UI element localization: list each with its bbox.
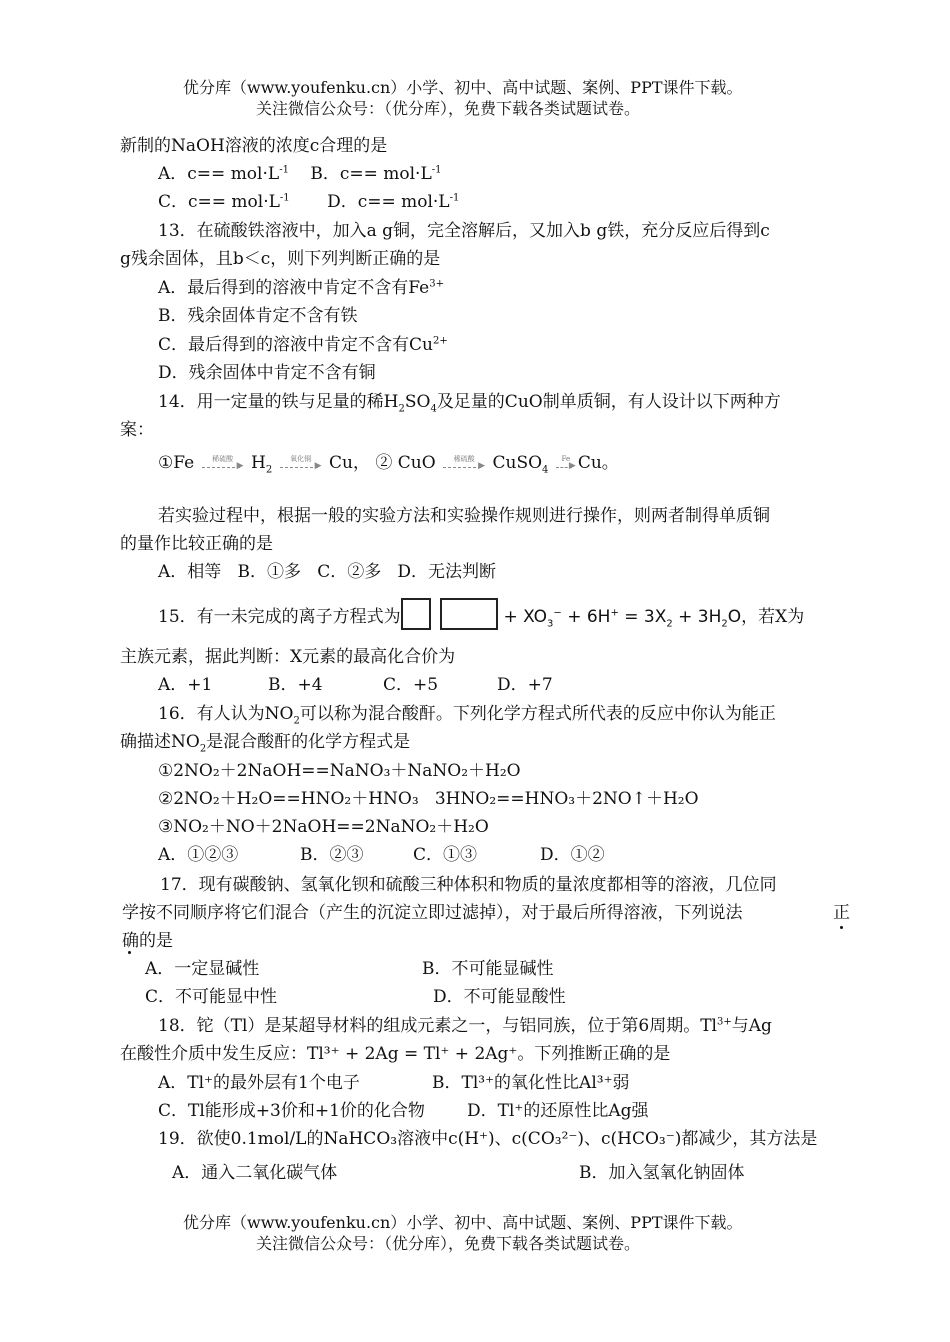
emphasis-dot: [128, 951, 131, 954]
q14-para-2: 的量作比较正确的是: [120, 534, 273, 554]
q17-option-b: B．不可能显碱性: [422, 959, 554, 979]
q14-para-1: 若实验过程中，根据一般的实验方法和实验操作规则进行操作，则两者制得单质铜: [158, 506, 770, 526]
header-line-2: 关注微信公众号：（优分库），免费下载各类试题试卷。: [256, 99, 641, 118]
blank-box-1: [401, 598, 431, 630]
q17-stem-2-end: 正: [833, 903, 850, 923]
footer-line-1: 优分库（www.youfenku.cn）小学、初中、高中试题、案例、PPT课件下载。: [183, 1213, 743, 1232]
reaction-arrow: 稀硫酸 ▶: [443, 457, 485, 471]
q15-stem-1: 15．有一未完成的离子方程式为 + $XO_3^- + 6H^+ = 3X_2 + 3H_2O$，若X为: [158, 598, 804, 632]
q18-stem-2: 在酸性介质中发生反应：Tl³⁺ + 2Ag = Tl⁺ + 2Ag⁺。下列推断正确的是: [120, 1044, 671, 1064]
q14-stem-1: 14．用一定量的铁与足量的稀$H_2SO_4$及足量的CuO制单质铜，有人设计以下两种方: [158, 392, 781, 415]
reaction-arrow: Fe ▶: [556, 457, 576, 471]
q13-stem-1: 13．在硫酸铁溶液中，加入a g铜，完全溶解后，又加入b g铁，充分反应后得到c: [158, 221, 770, 241]
emphasis-dot: [840, 926, 843, 929]
q15-option-d: D．+7: [497, 675, 553, 695]
q17-option-a: A．一定显碱性: [145, 959, 260, 979]
q12-option-a: A．$c== mol\cdot L^{-1}$: [158, 164, 289, 184]
q14-options: A．相等 B．①多 C．②多 D．无法判断: [158, 562, 497, 582]
q18-option-d: D．Tl⁺的还原性比Ag强: [467, 1101, 649, 1121]
q16-stem-1: 16．有人认为$NO_2$可以称为混合酸酐。下列化学方程式所代表的反应中你认为能正: [158, 704, 776, 727]
q17-stem-2: 学按不同顺序将它们混合（产生的沉淀立即过滤掉），对于最后所得溶液，下列说法: [122, 903, 743, 923]
ionic-equation: + $XO_3^- + 6H^+ = 3X_2 + 3H_2O$: [503, 607, 742, 630]
footer-line-2: 关注微信公众号：（优分库），免费下载各类试题试卷。: [256, 1234, 641, 1253]
q18-option-c: C．Tl能形成+3价和+1价的化合物: [158, 1101, 425, 1121]
blank-box-2: [440, 598, 498, 630]
q17-stem-3: 确的是: [122, 931, 173, 951]
q12-stem: 新制的NaOH溶液的浓度c合理的是: [120, 136, 388, 156]
reaction-arrow: 稀硫酸 ▶: [202, 457, 244, 471]
q16-option-d: D．①②: [540, 845, 605, 865]
q13-option-a: A．最后得到的溶液中肯定不含有$Fe^{3+}$: [158, 278, 444, 298]
q18-stem-1: 18．铊（Tl）是某超导材料的组成元素之一，与铝同族，位于第6周期。$Tl^{3+}$与Ag: [158, 1016, 772, 1036]
q12-options-cd: [158, 190, 459, 214]
q16-option-b: B．②③: [300, 845, 364, 865]
q18-option-b: B．Tl³⁺的氧化性比Al³⁺弱: [432, 1073, 630, 1093]
q15-option-c: C．+5: [383, 675, 439, 695]
q13-option-c: C．最后得到的溶液中肯定不含有$Cu^{2+}$: [158, 335, 448, 355]
q12-options-ab: [158, 162, 441, 186]
q19-option-a: A．通入二氧化碳气体: [172, 1163, 338, 1183]
q13-option-b: B．残余固体肯定不含有铁: [158, 306, 358, 326]
header-line-1: 优分库（www.youfenku.cn）小学、初中、高中试题、案例、PPT课件下载。: [183, 78, 743, 97]
q16-option-a: A．①②③: [158, 845, 239, 865]
q15-option-a: A．+1: [158, 675, 213, 695]
q16-equation-2: ②2NO₂＋H₂O==HNO₂＋HNO₃ 3HNO₂==HNO₃＋2NO↑＋H₂O: [158, 789, 699, 809]
q16-stem-2: 确描述$NO_2$是混合酸酐的化学方程式是: [120, 732, 411, 755]
q17-option-c: C．不可能显中性: [145, 987, 278, 1007]
q19-stem: 19．欲使0.1mol/L的NaHCO₃溶液中c(H⁺)、c(CO₃²⁻)、c(HCO₃⁻)都减少，其方法是: [158, 1129, 818, 1149]
q16-option-c: C．①③: [413, 845, 478, 865]
q13-option-d: D．残余固体中肯定不含有铜: [158, 363, 376, 383]
q17-stem-1: 17．现有碳酸钠、氢氧化钡和硫酸三种体积和物质的量浓度都相等的溶液，几位同: [160, 875, 777, 895]
q19-option-b: B．加入氢氧化钠固体: [579, 1163, 745, 1183]
q16-equation-3: ③NO₂＋NO＋2NaOH==2NaNO₂＋H₂O: [158, 817, 489, 837]
q12-option-b: B．$c== mol\cdot L^{-1}$: [310, 164, 442, 184]
q13-stem-2: g残余固体，且b＜c，则下列判断正确的是: [120, 249, 441, 269]
q12-option-c: C．$c== mol\cdot L^{-1}$: [158, 192, 290, 212]
q15-stem-2: 主族元素，据此判断：X元素的最高化合价为: [120, 647, 456, 667]
reaction-arrow: 氧化铜 ▶: [280, 457, 322, 471]
q17-option-d: D．不可能显酸性: [433, 987, 566, 1007]
q12-option-d: D．$c== mol\cdot L^{-1}$: [327, 192, 460, 212]
q14-stem-2: 案：: [120, 420, 154, 440]
q16-equation-1: ①2NO₂＋2NaOH==NaNO₃＋NaNO₂＋H₂O: [158, 761, 521, 781]
q15-option-b: B．+4: [268, 675, 323, 695]
q14-scheme: ①Fe 稀硫酸 ▶ $H_2$ 氧化铜 ▶ Cu， ② CuO 稀硫酸 ▶ CuSO$_4$ Fe ▶ Cu。: [158, 453, 619, 476]
q18-option-a: A．Tl⁺的最外层有1个电子: [158, 1073, 360, 1093]
